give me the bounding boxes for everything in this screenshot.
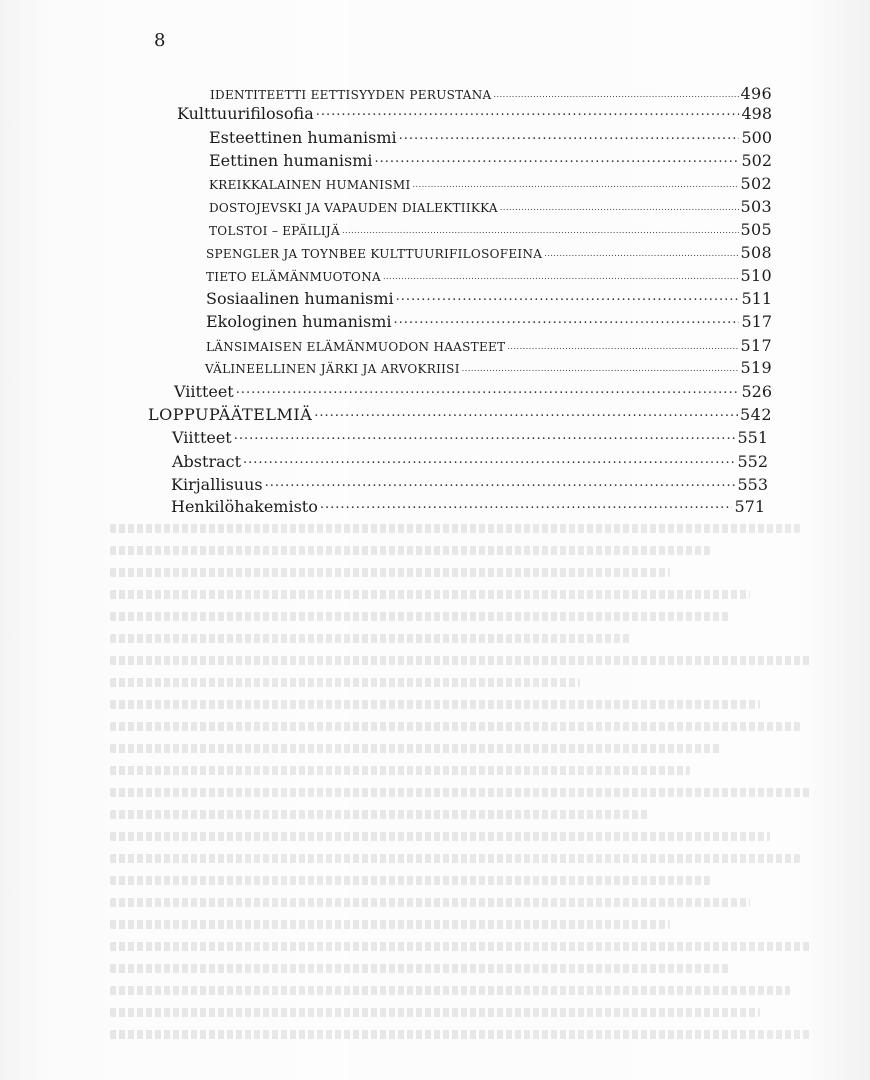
- toc-entry-title: Abstract: [172, 452, 242, 471]
- toc-entry[interactable]: [209, 174, 772, 193]
- toc-entry[interactable]: [209, 197, 772, 216]
- toc-entry-page: 571: [734, 497, 765, 516]
- toc-entry[interactable]: [205, 358, 772, 377]
- leader-dots: [316, 103, 740, 119]
- toc-entry-page: 511: [741, 289, 772, 308]
- toc-entry-page: 517: [741, 312, 772, 331]
- toc-entry[interactable]: [209, 220, 772, 239]
- toc-entry[interactable]: [209, 150, 772, 170]
- toc-entry-title: TIETO ELÄMÄNMUOTONA: [206, 270, 381, 284]
- toc-entry-page: 553: [737, 475, 768, 494]
- toc-entry-title: SPENGLER JA TOYNBEE KULTTUURIFILOSOFEINA: [206, 247, 543, 261]
- toc-entry-page: 503: [740, 197, 772, 216]
- toc-entry-page: 526: [741, 382, 772, 401]
- leader-dots: [507, 339, 738, 351]
- toc-entry-page: 519: [740, 358, 772, 377]
- toc-entry[interactable]: [172, 451, 768, 471]
- leader-dots: [394, 311, 740, 327]
- leader-dots: [494, 87, 739, 99]
- leader-dots: [375, 150, 740, 166]
- toc-entry-page: 552: [737, 452, 768, 471]
- toc-entry[interactable]: [206, 288, 772, 308]
- toc-entry-page: 500: [741, 128, 772, 147]
- toc-entry[interactable]: [171, 496, 765, 516]
- toc-entry-page: 502: [741, 151, 772, 170]
- toc-entry-title: LOPPUPÄÄTELMIÄ: [148, 405, 313, 424]
- toc-entry[interactable]: [206, 336, 772, 355]
- toc-entry-page: 510: [740, 266, 772, 285]
- toc-entry-title: Kirjallisuus: [171, 475, 263, 494]
- toc-entry-title: TOLSTOI – EPÄILIJÄ: [209, 224, 340, 238]
- toc-entry-title: LÄNSIMAISEN ELÄMÄNMUODON HAASTEET: [206, 340, 506, 354]
- leader-dots: [399, 127, 740, 143]
- toc-entry-title: IDENTITEETTI EETTISYYDEN PERUSTANA: [210, 88, 492, 102]
- toc-entry[interactable]: [148, 404, 772, 424]
- toc-entry[interactable]: [172, 427, 768, 447]
- leader-dots: [462, 361, 739, 373]
- leader-dots: [396, 288, 740, 304]
- leader-dots: [314, 404, 738, 420]
- toc-entry[interactable]: [177, 103, 772, 123]
- toc-entry-page: 508: [740, 243, 772, 262]
- leader-dots: [383, 269, 739, 281]
- leader-dots: [500, 200, 739, 212]
- toc-entry-title: VÄLINEELLINEN JÄRKI JA ARVOKRIISI: [205, 362, 460, 376]
- leader-dots: [265, 474, 736, 490]
- leader-dots: [243, 451, 735, 467]
- toc-entry[interactable]: [206, 311, 772, 331]
- toc-entry-page: 542: [739, 405, 772, 424]
- toc-entry[interactable]: [171, 474, 768, 494]
- toc-entry-title: Henkilöhakemisto: [171, 497, 318, 516]
- toc-entry-page: 502: [740, 174, 772, 193]
- toc-entry-title: Ekologinen humanismi: [206, 312, 392, 331]
- toc-entry-title: DOSTOJEVSKI JA VAPAUDEN DIALEKTIIKKA: [209, 201, 498, 215]
- toc-entry[interactable]: [206, 266, 772, 285]
- leader-dots: [234, 427, 736, 443]
- toc-entry-title: Viitteet: [172, 428, 232, 447]
- toc-entry-title: Kulttuurifilosofia: [177, 104, 314, 123]
- toc-entry[interactable]: [210, 84, 772, 103]
- toc-entry-page: 496: [740, 84, 772, 103]
- toc-entry-title: Sosiaalinen humanismi: [206, 289, 394, 308]
- toc-entry-title: Eettinen humanismi: [209, 151, 373, 170]
- toc-entry[interactable]: [174, 381, 772, 401]
- toc-entry-title: KREIKKALAINEN HUMANISMI: [209, 178, 411, 192]
- toc-entry-title: Esteettinen humanismi: [209, 128, 397, 147]
- leader-dots: [544, 246, 738, 258]
- toc-entry[interactable]: [209, 127, 772, 147]
- toc-entry-page: 505: [740, 220, 772, 239]
- toc-entry-page: 517: [740, 336, 772, 355]
- leader-dots: [236, 381, 740, 397]
- leader-dots: [342, 223, 739, 235]
- toc-entry-page: 498: [741, 104, 772, 123]
- leader-dots: [320, 496, 733, 512]
- toc-entry-page: 551: [737, 428, 768, 447]
- leader-dots: [412, 177, 738, 189]
- page-number: 8: [154, 30, 166, 51]
- toc-entry[interactable]: [206, 243, 772, 262]
- show-through-text: [110, 520, 840, 1060]
- toc-entry-title: Viitteet: [174, 382, 234, 401]
